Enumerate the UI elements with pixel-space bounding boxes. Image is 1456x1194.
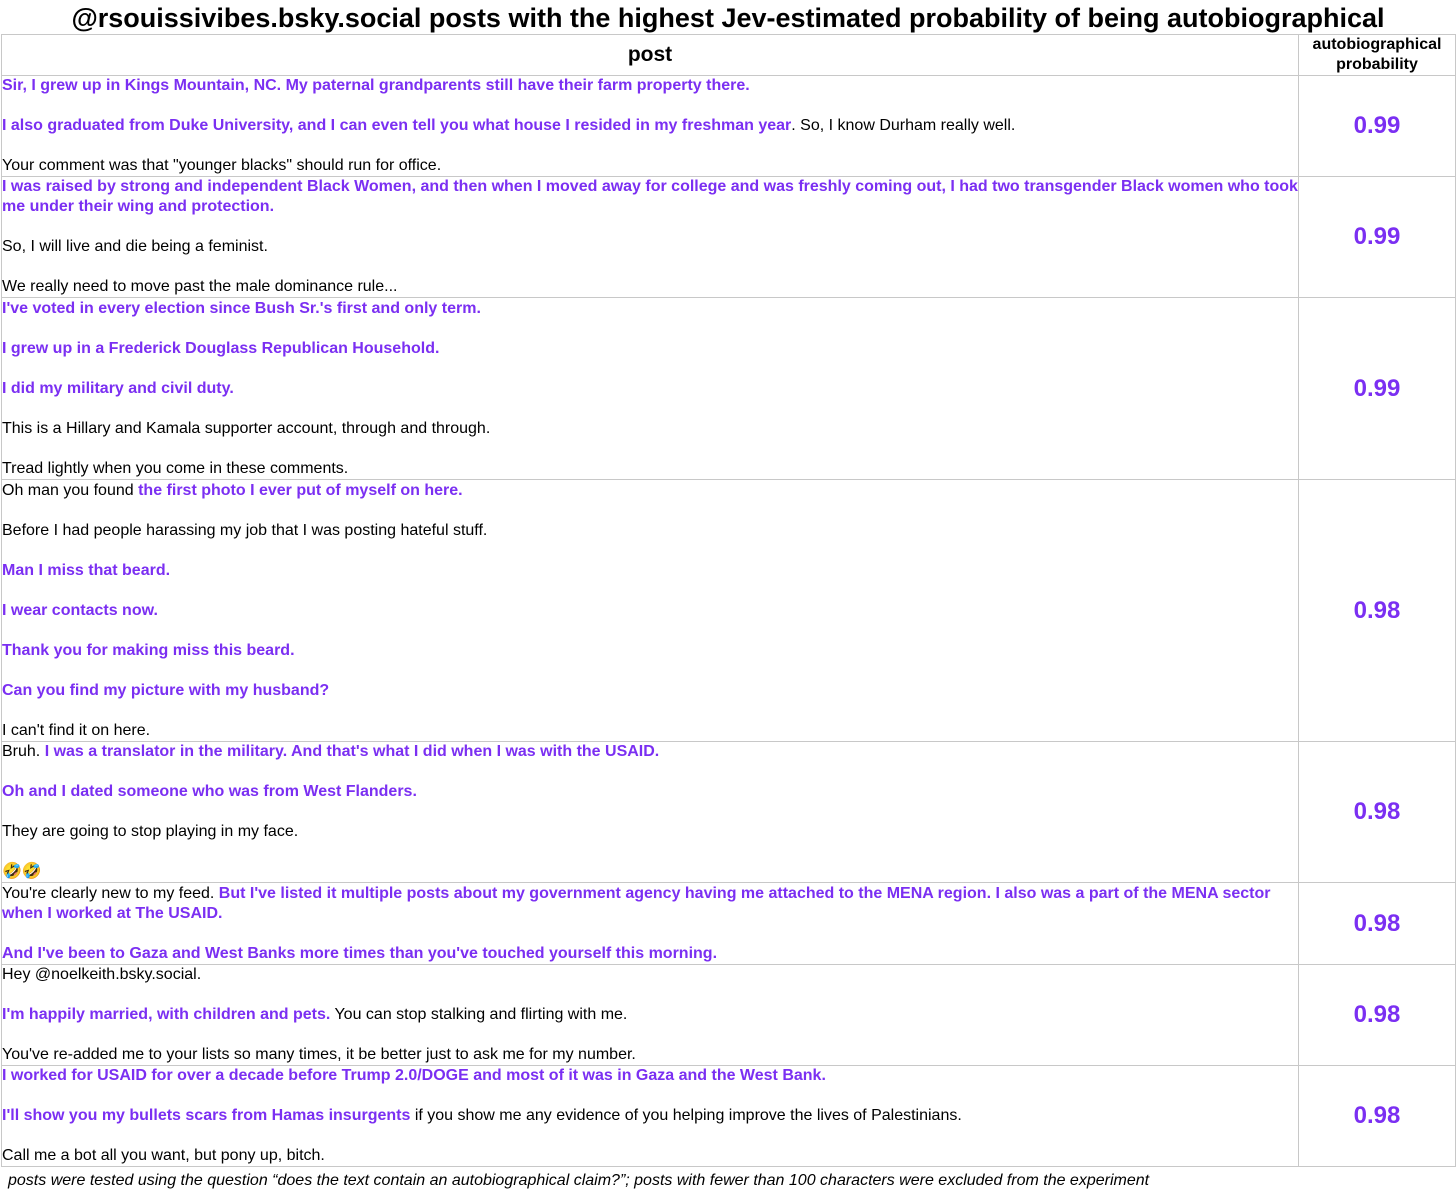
post-text <box>2 177 1303 298</box>
post-text <box>2 298 1299 480</box>
post-text-segment: Oh man you found <box>2 481 139 499</box>
posts-table <box>1 34 1456 1167</box>
table-row <box>2 480 1456 742</box>
post-text <box>2 76 1299 177</box>
post-text <box>2 742 1299 883</box>
table-row <box>2 965 1456 1066</box>
probability-value: 0.98 <box>1299 1066 1456 1167</box>
highlighted-claim: I worked for USAID for over a decade before Trump 2.0/DOGE and most of it was in Gaza and the West Bank. I'll show you my bullets scars from Hamas insurgents <box>2 1067 826 1124</box>
probability-value: 0.99 <box>1299 298 1456 480</box>
post-text-segment: I can't find it on here. <box>2 721 151 739</box>
table-body <box>2 76 1456 1167</box>
post-text-segment: Before I had people harassing my job that I was posting hateful stuff. <box>2 521 488 539</box>
post-text-segment: if you show me any evidence of you helping improve the lives of Palestinians. Call me a bot all you want, but pony up, bitch. <box>2 1107 962 1164</box>
post-text <box>2 965 1299 1066</box>
probability-value: 0.98 <box>1299 742 1456 883</box>
post-text-segment: They are going to stop playing in my face. 🤣🤣 <box>2 823 299 880</box>
table-header-row <box>2 35 1456 76</box>
probability-column-header: autobiographical probability <box>1299 35 1456 76</box>
post-text-segment: Bruh. <box>2 743 45 760</box>
footnote: posts were tested using the question “does the text contain an autobiographical claim?”; posts with fewer than 100 characters were excluded from the experiment <box>8 1172 1150 1189</box>
table-row <box>2 298 1456 480</box>
post-text-segment: You can stop stalking and flirting with me. You've re-added me to your lists so many times, it be better just to ask me for my number. <box>2 1006 636 1063</box>
post-text-segment: Hey @noelkeith.bsky.social. <box>2 966 202 983</box>
post-text-segment: . So, I know Durham really well. Your comment was that "younger blacks" should run for office. <box>2 117 1016 174</box>
probability-value: 0.99 <box>1299 177 1456 298</box>
table-row <box>2 883 1456 965</box>
post-column-header: post <box>2 35 1299 76</box>
highlighted-claim: I was raised by strong and independent Black Women, and then when I moved away for college and was freshly coming out, I had two transgender Black women who took me under their wing and protection. <box>2 178 1303 215</box>
post-text-segment: You're clearly new to my feed. <box>2 884 219 902</box>
table-row <box>2 1066 1456 1167</box>
probability-value: 0.99 <box>1299 76 1456 177</box>
post-text-segment: This is a Hillary and Kamala supporter account, through and through. Tread lightly when you come in these comments. <box>2 419 491 477</box>
page-title: @rsouissivibes.bsky.social posts with the highest Jev-estimated probability of being autobiographical <box>71 3 1385 33</box>
post-text <box>2 883 1299 965</box>
highlighted-claim: the first photo I ever put of myself on here. <box>138 481 463 499</box>
table-row <box>2 742 1456 883</box>
highlighted-claim: I'm happily married, with children and pets. <box>2 1006 331 1023</box>
table-row <box>2 76 1456 177</box>
table-row <box>2 177 1456 298</box>
post-text <box>2 1066 1299 1167</box>
highlighted-claim: I was a translator in the military. And that's what I did when I was with the USAID. Oh and I dated someone who was from West Flanders. <box>2 743 660 800</box>
probability-value: 0.98 <box>1299 965 1456 1066</box>
probability-value: 0.98 <box>1299 480 1456 742</box>
highlighted-claim: But I've listed it multiple posts about my government agency having me attached to the MENA region. I also was a part of the MENA sector when I worked at The USAID. And I've been to Gaza and West Banks more times than you've touched yourself this morning. <box>2 884 1271 962</box>
probability-value: 0.98 <box>1299 883 1456 965</box>
highlighted-claim: Sir, I grew up in Kings Mountain, NC. My paternal grandparents still have their farm property there. I also graduated from Duke University, and I can even tell you what house I resided in my freshman year <box>2 77 792 134</box>
post-text <box>2 480 1299 742</box>
highlighted-claim: Man I miss that beard. I wear contacts now. Thank you for making miss this beard. Can you find my picture with my husband? <box>2 561 330 699</box>
highlighted-claim: I've voted in every election since Bush Sr.'s first and only term. I grew up in a Frederick Douglass Republican Household. I did my military and civil duty. <box>2 299 481 397</box>
post-text-segment: So, I will live and die being a feminist. We really need to move past the male dominance rule... <box>2 238 398 295</box>
